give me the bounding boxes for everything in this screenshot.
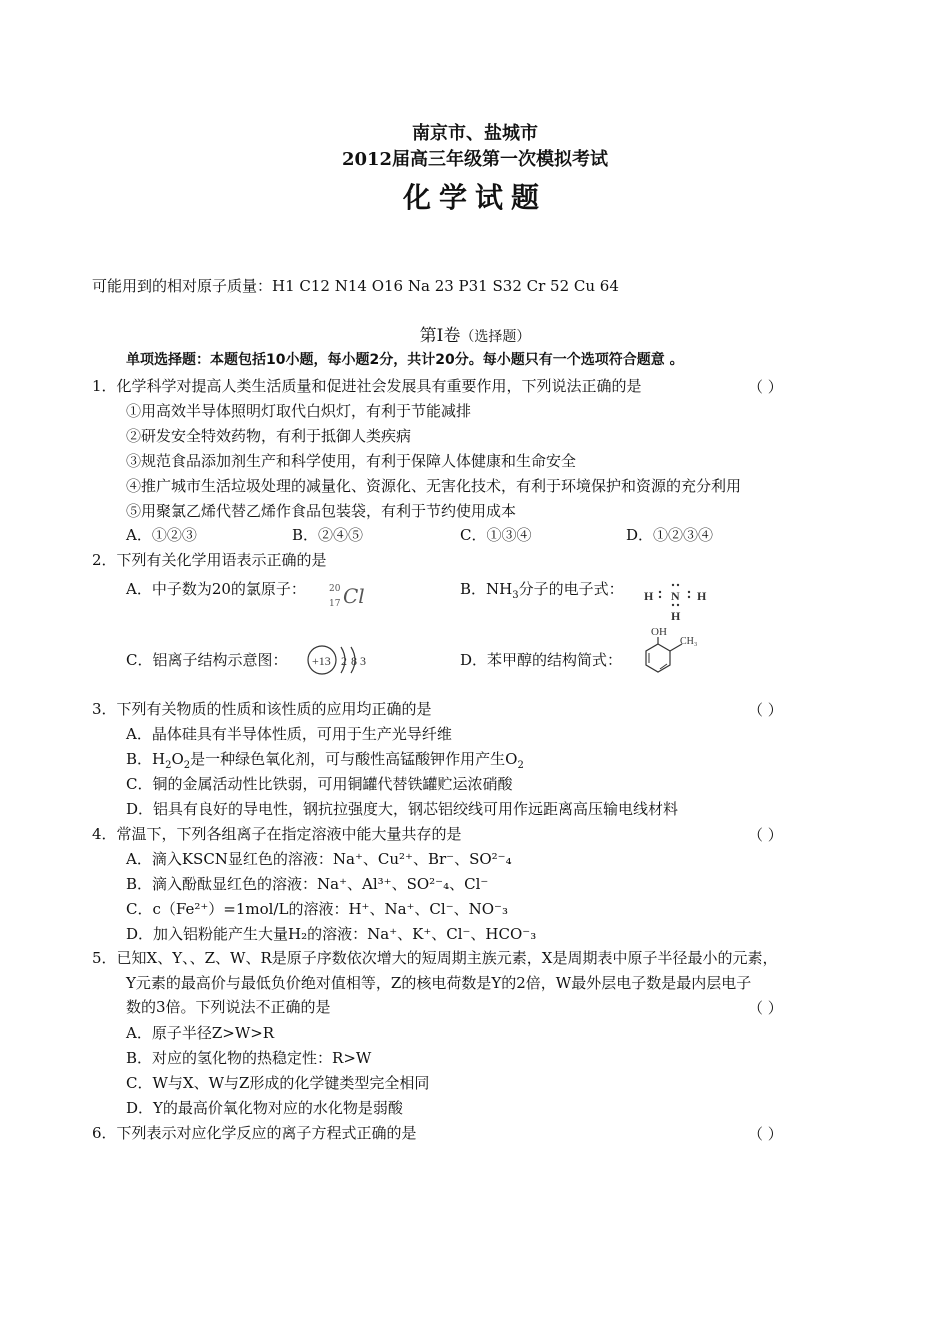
q5-answer-paren: （ ）: [748, 999, 783, 1017]
svg-text:N: N: [671, 589, 680, 603]
title-cities: 南京市、盐城市: [412, 123, 538, 144]
svg-text:3: 3: [360, 654, 366, 668]
q2-option-b-text: B．NH: [460, 580, 513, 598]
q5-stem-line1: 5．已知X、Y、、Z、W、R是原子序数依次增大的短周期主族元素，X是周期表中原子半径最小的元素，: [92, 949, 778, 967]
q1-option-c: C．①③④: [460, 526, 532, 544]
q1-item: ①用高效半导体照明灯取代白炽灯，有利于节能减排: [126, 402, 472, 420]
title-exam: 2012届高三年级第一次模拟考试: [341, 149, 609, 170]
svg-text:H: H: [671, 609, 681, 623]
text: O: [171, 750, 184, 768]
q4-option-d: D．加入铝粉能产生大量H₂的溶液：Na⁺、K⁺、Cl⁻、HCO⁻₃: [126, 925, 537, 943]
q5-option-a: A．原子半径Z>W>R: [126, 1024, 275, 1042]
q2-option-b-text: 分子的电子式：: [518, 580, 624, 598]
q5-option-b: B．对应的氢化物的热稳定性：R>W: [126, 1049, 372, 1067]
q2-option-b: [460, 579, 624, 599]
q1-stem: 1．化学科学对提高人类生活质量和促进社会发展具有重要作用，下列说法正确的是: [92, 377, 642, 395]
q2-option-d: [460, 650, 622, 670]
q1-item: ③规范食品添加剂生产和科学使用，有利于保障人体健康和生命安全: [126, 452, 577, 470]
q4-stem: 4．常温下，下列各组离子在指定溶液中能大量共存的是: [92, 825, 462, 843]
section-instructions: 单项选择题：本题包括10小题，每小题2分，共计20分。每小题只有一个选项符合题意 。: [126, 352, 684, 368]
q2-option-a-text: A．中子数为20的氯原子：: [126, 580, 306, 598]
q6-stem: 6．下列表示对应化学反应的离子方程式正确的是: [92, 1124, 417, 1142]
q3-option-c: C．铜的金属活动性比铁弱，可用铜罐代替铁罐贮运浓硝酸: [126, 775, 513, 793]
q1-item: ⑤用聚氯乙烯代替乙烯作食品包装袋，有利于节约使用成本: [126, 502, 517, 520]
section-heading: [0, 326, 950, 347]
section-title: 第Ⅰ卷: [419, 326, 461, 346]
q4-option-a: A．滴入KSCN显红色的溶液：Na⁺、Cu²⁺、Br⁻、SO²⁻₄: [126, 850, 512, 868]
text: 是一种绿色氧化剂，可与酸性高锰酸钾作用产生O: [190, 750, 518, 768]
text: B．H: [126, 750, 166, 768]
q4-option-b: B．滴入酚酞显红色的溶液：Na⁺、Al³⁺、SO²⁻₄、Cl⁻: [126, 875, 489, 893]
q3-stem: 3．下列有关物质的性质和该性质的应用均正确的是: [92, 700, 432, 718]
q5-stem-line3: 数的3倍。下列说法不正确的是: [126, 998, 331, 1016]
q3-option-a: A．晶体硅具有半导体性质，可用于生产光导纤维: [126, 725, 452, 743]
subscript: 2: [165, 760, 172, 771]
q3-option-b: [126, 749, 524, 769]
q2-option-c-text: C．铝离子结构示意图：: [126, 651, 288, 669]
q6-answer-paren: （ ）: [748, 1125, 783, 1143]
isotope-symbol: Cl: [343, 584, 365, 608]
svg-text:H: H: [644, 589, 654, 603]
q5-stem-line2: Y元素的最高价与最低负价绝对值相等，Z的核电荷数是Y的2倍，W最外层电子数是最内层电子: [126, 974, 752, 992]
q4-answer-paren: （ ）: [748, 826, 783, 844]
section-subtitle: （选择题）: [460, 329, 531, 345]
benzyl-structure: [636, 624, 702, 680]
q5-option-d: D．Y的最高价氧化物对应的水化物是弱酸: [126, 1099, 403, 1117]
q1-item: ②研发安全特效药物，有利于抵御人类疾病: [126, 427, 412, 445]
q2-option-d-text: D．苯甲醇的结构简式：: [460, 651, 623, 669]
q1-option-a: A．①②③: [126, 526, 197, 544]
aluminum-ion-diagram: [303, 641, 369, 679]
q4-option-c: C．c（Fe²⁺）=1mol/L的溶液：H⁺、Na⁺、Cl⁻、NO⁻₃: [126, 900, 508, 918]
svg-text:2: 2: [341, 654, 347, 668]
ammonia-electron-formula: [640, 582, 708, 626]
q1-item: ④推广城市生活垃圾处理的减量化、资源化、无害化技术，有利于环境保护和资源的充分利用: [126, 477, 742, 495]
svg-text:+13: +13: [312, 654, 331, 668]
svg-text:8: 8: [351, 654, 357, 668]
structure-ch3-label: CH₃: [680, 636, 698, 647]
subscript: 2: [517, 760, 524, 771]
q1-answer-paren: （ ）: [748, 378, 783, 396]
atomic-masses: 可能用到的相对原子质量：H1 C12 N14 O16 Na 23 P31 S32 Cr 52 Cu 64: [92, 277, 619, 295]
q2-stem: 2．下列有关化学用语表示正确的是: [92, 551, 327, 569]
q1-option-d: D．①②③④: [626, 526, 714, 544]
q3-option-d: D．铝具有良好的导电性，钢抗拉强度大，钢芯铝绞线可用作远距离高压输电线材料: [126, 800, 679, 818]
q2-option-c: [126, 650, 287, 670]
q1-option-b: B．②④⑤: [292, 526, 364, 544]
structure-oh-label: OH: [651, 626, 667, 638]
q5-option-c: C．W与X、W与Z形成的化学键类型完全相同: [126, 1074, 430, 1092]
q3-answer-paren: （ ）: [748, 701, 783, 719]
isotope-atomic-number: 17: [329, 599, 341, 609]
subscript: 2: [183, 760, 191, 771]
q2-option-a: [126, 579, 306, 599]
title-subject: 化学试题: [402, 181, 547, 214]
svg-text:H: H: [697, 589, 707, 603]
subscript: 3: [512, 590, 519, 601]
isotope-chlorine: [329, 582, 369, 612]
isotope-mass-number: 20: [329, 584, 341, 594]
